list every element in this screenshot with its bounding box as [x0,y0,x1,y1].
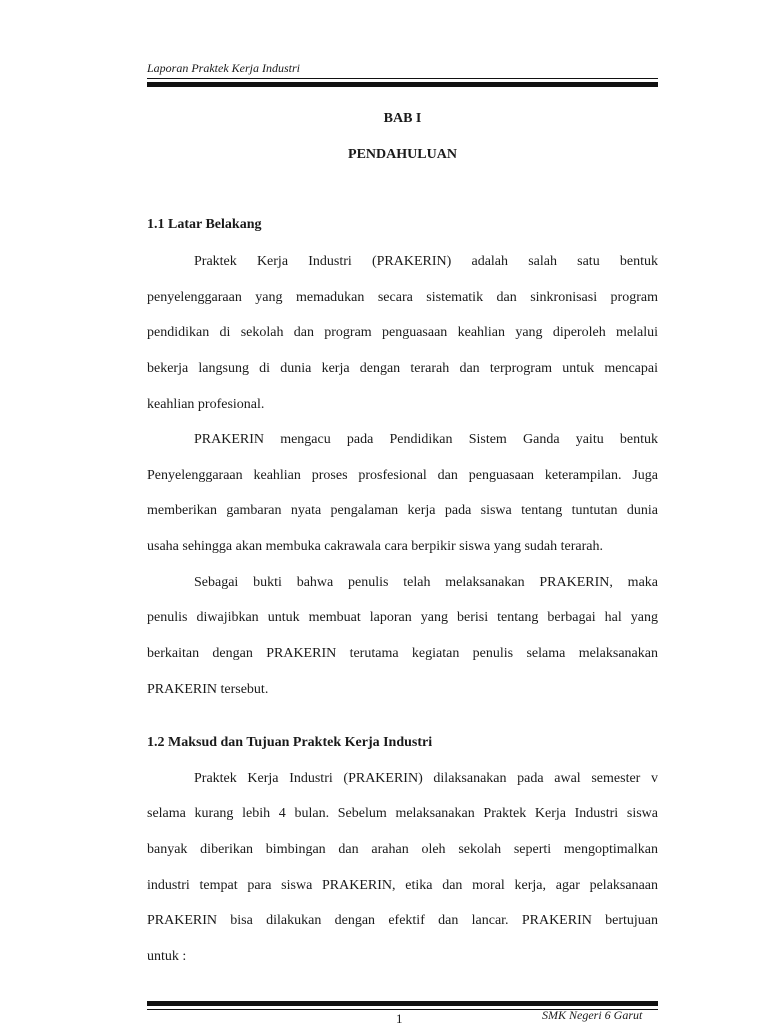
body-line: PRAKERIN bisa dilakukan dengan efektif dan lancar. PRAKERIN bertujuan [147,913,658,928]
body-line: industri tempat para siswa PRAKERIN, etika dan moral kerja, agar pelaksanaan [147,878,658,893]
chapter-number: BAB I [383,111,422,126]
body-line: PRAKERIN mengacu pada Pendidikan Sistem Ganda yaitu bentuk [194,432,658,447]
body-line: Praktek Kerja Industri (PRAKERIN) dilaksanakan pada awal semester v [194,771,658,786]
body-line: usaha sehingga akan membuka cakrawala cara berpikir siswa yang sudah terarah. [147,539,603,554]
body-line: penulis diwajibkan untuk membuat laporan yang berisi tentang berbagai hal yang [147,610,658,625]
body-line: banyak diberikan bimbingan dan arahan oleh sekolah seperti mengoptimalkan [147,842,658,857]
section-heading-1-1: 1.1 Latar Belakang [147,217,262,232]
body-line: PRAKERIN tersebut. [147,682,269,697]
body-line: Praktek Kerja Industri (PRAKERIN) adalah salah satu bentuk [194,254,658,269]
section-heading-1-2: 1.2 Maksud dan Tujuan Praktek Kerja Industri [147,735,433,750]
footer-school-name: SMK Negeri 6 Garut [542,1008,643,1022]
footer-rule-thick [147,1001,658,1006]
body-line: bekerja langsung di dunia kerja dengan terarah dan terprogram untuk mencapai [147,361,658,376]
body-line: Penyelenggaraan keahlian proses prosfesional dan penguasaan keterampilan. Juga [147,468,658,483]
body-line: pendidikan di sekolah dan program penguasaan keahlian yang diperoleh melalui [147,325,658,340]
body-line: berkaitan dengan PRAKERIN terutama kegiatan penulis selama melaksanakan [147,646,658,661]
body-line: keahlian profesional. [147,397,265,412]
running-header-title: Laporan Praktek Kerja Industri [147,61,300,75]
header-rule-thick [147,82,658,87]
body-line: untuk : [147,949,187,964]
chapter-title: PENDAHULUAN [348,147,457,162]
page-number: 1 [396,1011,403,1026]
body-line: selama kurang lebih 4 bulan. Sebelum melaksanakan Praktek Kerja Industri siswa [147,806,658,821]
header-rule-thin [147,78,658,79]
body-line: memberikan gambaran nyata pengalaman kerja pada siswa tentang tuntutan dunia [147,503,658,518]
body-line: penyelenggaraan yang memadukan secara sistematik dan sinkronisasi program [147,290,658,305]
body-line: Sebagai bukti bahwa penulis telah melaksanakan PRAKERIN, maka [194,575,658,590]
